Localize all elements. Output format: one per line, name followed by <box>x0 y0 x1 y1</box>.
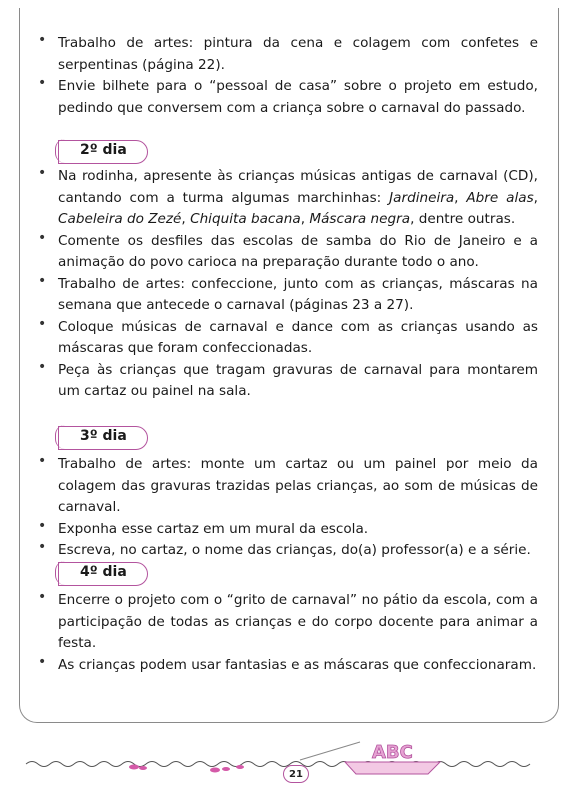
abc-letters: ABC <box>372 742 413 763</box>
list-item: • Trabalho de artes: monte um cartaz ou um painel por meio da colagem das gravuras trazidas pelas crianças, ao som de músicas de carnaval. <box>58 454 538 519</box>
song-title: Chiquita bacana <box>190 211 301 227</box>
list-item: • Peça às crianças que tragam gravuras de carnaval para montarem um cartaz ou painel na sala. <box>58 360 538 403</box>
day-4-title: 4º dia <box>80 564 127 580</box>
wave-line-icon <box>26 762 530 767</box>
list-item: • Coloque músicas de carnaval e dance com as crianças usando as máscaras que foram confeccionadas. <box>58 317 538 360</box>
list-item: • Trabalho de artes: pintura da cena e colagem com confetes e serpentinas (página 22). <box>58 33 538 76</box>
list-item: • Envie bilhete para o “pessoal de casa” sobre o projeto em estudo, pedindo que conversem com a criança sobre o carnaval do passado. <box>58 76 538 119</box>
song-title: Máscara negra <box>309 211 411 227</box>
day-2-title: 2º dia <box>80 142 127 158</box>
day-2-list <box>58 166 538 403</box>
boat-icon <box>300 742 440 774</box>
day-4-pill <box>58 562 148 586</box>
list-item: • Comente os desfiles das escolas de samba do Rio de Janeiro e a animação do povo carioca na preparação durante todo o ano. <box>58 231 538 274</box>
page-number: 21 <box>283 765 309 783</box>
list-item: • Trabalho de artes: confeccione, junto com as crianças, máscaras na semana que antecede o carnaval (páginas 23 a 27). <box>58 274 538 317</box>
song-title: Abre alas <box>466 189 534 206</box>
item-text: Na rodinha, apresente às crianças músicas antigas de carnaval (CD), cantando com a turma algumas marchinhas: <box>58 168 538 206</box>
list-item: • Escreva, no cartaz, o nome das crianças, do(a) professor(a) e a série. <box>58 540 538 562</box>
intro-list <box>58 33 538 119</box>
list-item: • Na rodinha, apresente às crianças músicas antigas de carnaval (CD), cantando com a turma algumas marchinhas: Jardineira, Abre alas, Cabeleira do Zezé, Chiquita bacana, Máscara negra, dentre outras. <box>58 166 538 231</box>
day-3-pill <box>58 426 148 450</box>
day-3-list <box>58 454 538 562</box>
song-title: Cabeleira do Zezé <box>58 211 182 227</box>
day-3-title: 3º dia <box>80 428 127 444</box>
day-4-list <box>58 590 538 676</box>
list-item: • Exponha esse cartaz em um mural da escola. <box>58 519 538 541</box>
fish-icon <box>129 765 244 773</box>
song-title: Jardineira <box>389 189 455 206</box>
list-item: • As crianças podem usar fantasias e as máscaras que confeccionaram. <box>58 655 538 677</box>
list-item: • Encerre o projeto com o “grito de carnaval” no pátio da escola, com a participação de todas as crianças e do corpo docente para animar a festa. <box>58 590 538 655</box>
item-text: , dentre outras. <box>410 211 516 227</box>
day-2-pill <box>58 140 148 164</box>
